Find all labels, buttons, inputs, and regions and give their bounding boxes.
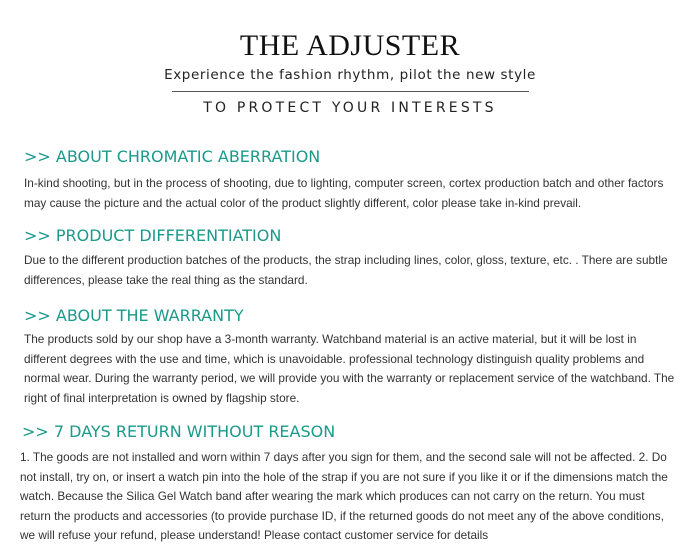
- brand-tagline: Experience the fashion rhythm, pilot the new style: [164, 67, 536, 83]
- section-title-chromatic-aberration: >> ABOUT CHROMATIC ABERRATION: [24, 147, 321, 166]
- header-subtitle: TO PROTECT YOUR INTERESTS: [203, 100, 497, 116]
- header-divider: [172, 91, 529, 92]
- section-body-product-differentiation: Due to the different production batches of the products, the strap including lines, color, gloss, texture, etc. . There are subtle differences, please take the real thing as the standard.: [24, 253, 668, 287]
- brand-title: THE ADJUSTER: [239, 29, 461, 62]
- section-title-warranty: >> ABOUT THE WARRANTY: [24, 306, 244, 325]
- section-title-product-differentiation: >> PRODUCT DIFFERENTIATION: [24, 226, 282, 245]
- section-body-return-policy: 1. The goods are not installed and worn within 7 days after you sign for them, and the second sale will not be affected. 2. Do not install, try on, or insert a watch pin into the hole of the strap if you are not sure if you like it or if the dimensions match the watch. Because the Silica Gel Watch band after wearing the mark which produces can not carry on the return. You must return the products and accessories (to provide purchase ID, if the returned goods do not meet any of the above conditions, we will refuse your refund, please understand! Please contact customer service for details: [20, 450, 668, 542]
- section-body-chromatic-aberration: In-kind shooting, but in the process of shooting, due to lighting, computer screen, cortex production batch and other factors may cause the picture and the actual color of the product slightly different, color please take in-kind prevail.: [24, 176, 664, 210]
- section-title-return-policy: >> 7 DAYS RETURN WITHOUT REASON: [22, 422, 336, 441]
- section-body-warranty: The products sold by our shop have a 3-month warranty. Watchband material is an active material, but it will be lost in different degrees with the use and time, which is unavoidable. professional technology distinguish quality problems and normal wear. During the warranty period, we will provide you with the warranty or replacement service of the watchband. The right of final interpretation is owned by flagship store.: [24, 332, 675, 405]
